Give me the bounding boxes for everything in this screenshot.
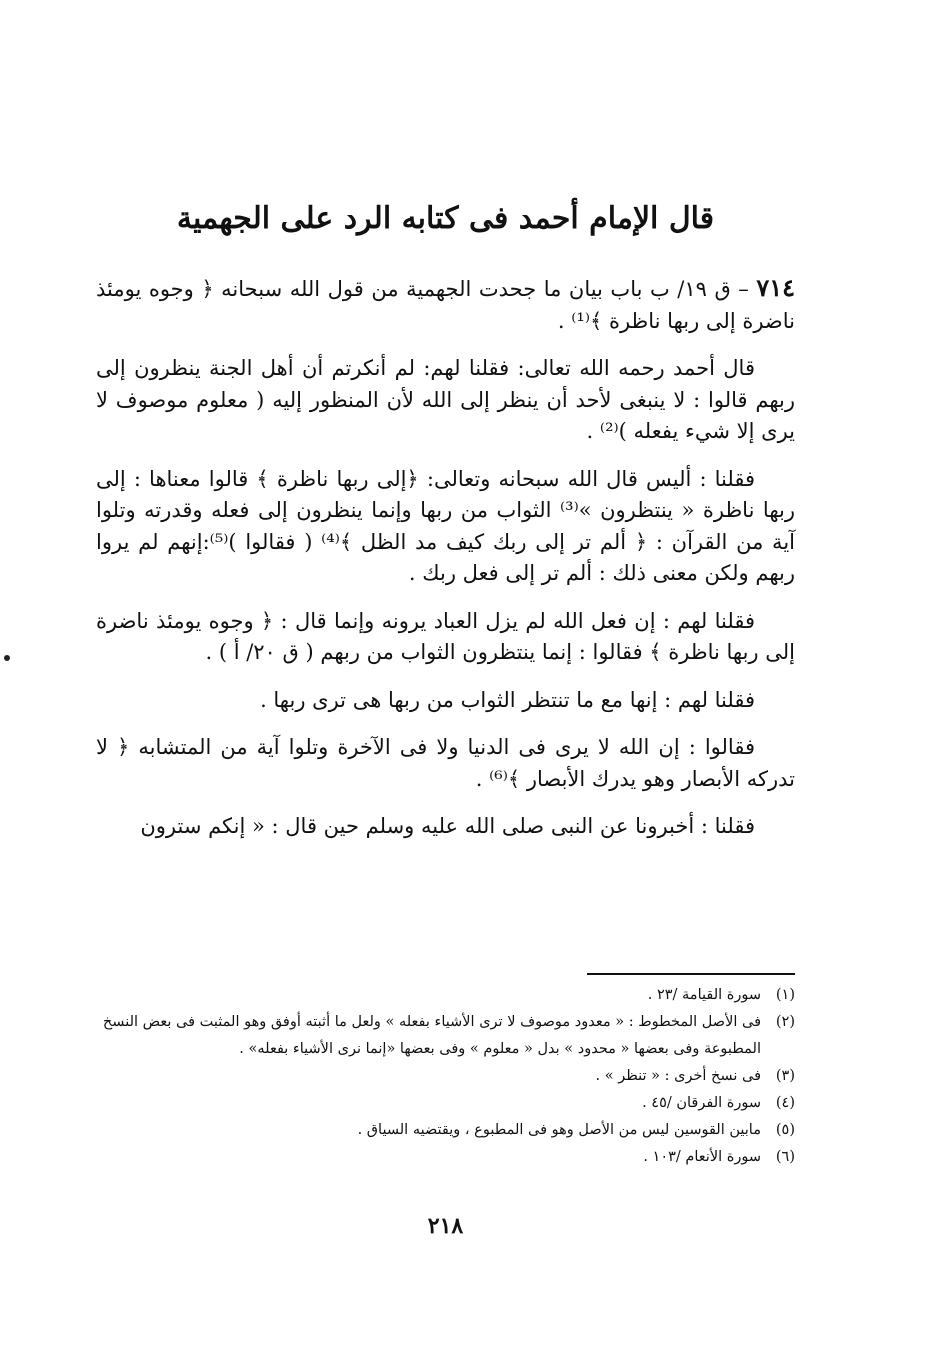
footnote-mark: (٥) <box>775 1122 795 1138</box>
footnote <box>96 1009 795 1063</box>
paragraph: فقالوا : إن الله لا يرى فى الدنيا ولا فى الآخرة وتلوا آية من المتشابه ﴿ لا تدركه الأبصار وهو يدرك الأبصار ﴾⁽⁶⁾ . <box>96 735 795 791</box>
paragraph: فقلنا لهم : إنها مع ما تنتظر الثواب من ربها هى ترى ربها . <box>260 687 755 712</box>
footnote <box>96 1063 795 1090</box>
footnotes <box>96 982 795 1171</box>
footnote <box>96 1144 795 1171</box>
footnote-mark: (٣) <box>775 1068 795 1084</box>
main-text <box>96 272 795 859</box>
chapter-title: قال الإمام أحمد فى كتابه الرد على الجهمية <box>176 201 715 236</box>
page-number: ٢١٨ <box>427 1213 464 1239</box>
paragraph: قال أحمد رحمه الله تعالى: فقلنا لهم: لم أنكرتم أن أهل الجنة ينظرون إلى ربهم قالوا : لا ينبغى لأحد أن ينظر إلى الله لأن المنظور إليه ( معلوم موصوف لا يرى إلا شيء يفعله )⁽²⁾ . <box>96 356 795 443</box>
footnote <box>96 1090 795 1117</box>
footnote-text: سورة القيامة /٢٣ . <box>647 987 761 1003</box>
footnote <box>96 982 795 1009</box>
paragraph: فقلنا : أخبرونا عن النبى صلى الله عليه وسلم حين قال : « إنكم سترون <box>140 814 755 838</box>
footnote-text: فى نسخ أخرى : « تنظر » . <box>595 1068 761 1084</box>
footnote-text: سورة الأنعام /١٠٣ . <box>643 1149 761 1165</box>
footnote-mark: (٤) <box>775 1095 795 1111</box>
footnote-mark: (١) <box>775 987 795 1003</box>
paragraph-text: – ق ١٩/ ب باب بيان ما جحدت الجهمية من قول الله سبحانه ﴿ وجوه يومئذ ناضرة إلى ربها ناظرة ﴾⁽¹⁾ . <box>96 277 795 333</box>
footnote-text: فى الأصل المخطوط : « معدود موصوف لا ترى الأشياء بفعله » ولعل ما أثبته أوفق وهو المثبت فى بعض النسخ المطبوعة وفى بعضها « محدود » بدل « معلوم » وفى بعضها «إنما نرى الأشياء بفعله» . <box>102 1014 761 1057</box>
paragraph: فقلنا : أليس قال الله سبحانه وتعالى: ﴿إلى ربها ناظرة ﴾ قالوا معناها : إلى ربها ناظرة « ينتظرون »⁽³⁾ الثواب من ربها وإنما ينظرون إلى فعله وقدرته وتلوا آية من القرآن : ﴿ ألم تر إلى ربك كيف مد الظل ﴾⁽⁴⁾ ( فقالوا )⁽⁵⁾:إنهم لم يروا ربهم ولكن معنى ذلك : ألم تر إلى فعل ربك . <box>96 466 795 585</box>
footnote-mark: (٦) <box>775 1149 795 1165</box>
footnote-divider <box>587 973 795 975</box>
paragraph-714 <box>96 272 795 337</box>
footnote-text: مابين القوسين ليس من الأصل وهو فى المطبوع ، ويقتضيه السياق . <box>357 1122 761 1138</box>
footnote-mark: (٢) <box>775 1014 795 1030</box>
entry-number: ٧١٤ <box>756 273 795 302</box>
scan-speck <box>4 655 10 661</box>
footnote-text: سورة الفرقان /٤٥ . <box>642 1095 761 1111</box>
footnote <box>96 1117 795 1144</box>
paragraph: فقلنا لهم : إن فعل الله لم يزل العباد يرونه وإنما قال : ﴿ وجوه يومئذ ناضرة إلى ربها ناظرة ﴾ فقالوا : إنما ينتظرون الثواب من ربهم ( ق ٢٠/ أ ) . <box>96 608 795 664</box>
